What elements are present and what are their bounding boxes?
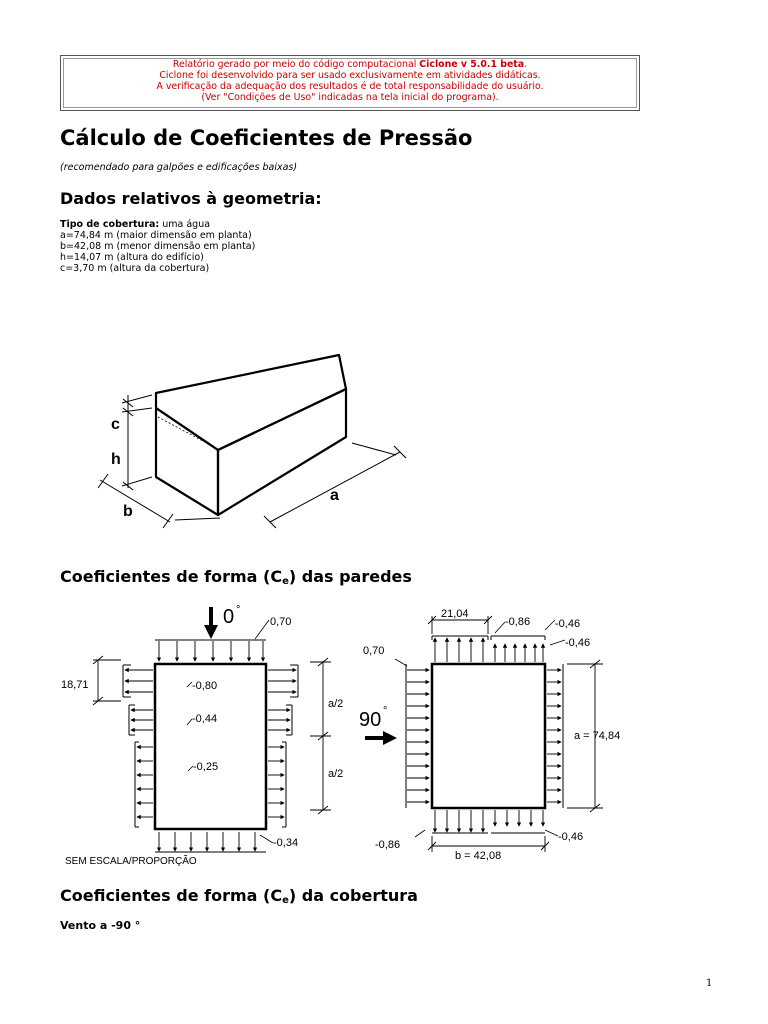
- fig90-top-mid-coef: -0,86: [505, 616, 531, 628]
- program-name: Ciclone v 5.0.1 beta: [419, 59, 525, 70]
- fig0-angle: 0: [223, 606, 235, 628]
- fig0-zone3-coef: -0,25: [193, 761, 219, 773]
- fig90-dim-top: 21,04: [441, 608, 469, 620]
- iso-label-a: a: [330, 487, 339, 504]
- disclaimer-line-3: A verificação da adequação dos resultados é de total responsabilidade do usuário.: [156, 81, 544, 92]
- wall-coefficients-90-deg: [355, 600, 655, 870]
- walls-heading: Coeficientes de forma $(C_e)$ das paredes: [60, 567, 412, 587]
- iso-label-b: b: [123, 503, 133, 520]
- wall-coefficients-0-deg: [55, 595, 350, 870]
- building-front-face: [156, 408, 218, 515]
- building-side-face: [218, 389, 346, 515]
- fig0-top-coef: 0,70: [270, 616, 292, 628]
- fig0-zone1-coef: -0,80: [192, 680, 218, 692]
- geometry-data: [60, 219, 255, 274]
- fig0-bottom-coef: -0,34: [273, 837, 299, 849]
- wind-direction-label: Vento a -90 °: [60, 919, 141, 932]
- fig90-left-coef: 0,70: [363, 645, 385, 657]
- roof-heading: Coeficientes de forma $(C_e)$ da cobertura: [60, 886, 418, 906]
- fig90-bottom-right-coef: -0,46: [558, 831, 584, 843]
- dim-b: b=42,08 m (menor dimensão em planta): [60, 241, 256, 252]
- iso-label-h: h: [111, 451, 121, 468]
- iso-label-c: c: [111, 416, 120, 433]
- page-title: Cálculo de Coeficientes de Pressão: [60, 126, 473, 150]
- isometric-building-figure: [90, 350, 420, 540]
- fig0-degree: °: [236, 604, 241, 616]
- fig90-top-right-coef: -0,46: [555, 618, 581, 630]
- disclaimer-box: [60, 55, 640, 111]
- plan-rect-90: [432, 664, 545, 808]
- page-subtitle: (recomendado para galpões e edificações baixas): [60, 162, 298, 173]
- no-scale-note: SEM ESCALA/PROPORÇÃO: [65, 856, 197, 867]
- dim-a: a=74,84 m (maior dimensão em planta): [60, 230, 252, 241]
- fig0-zone2-coef: -0,44: [192, 713, 218, 725]
- geometry-heading: Dados relativos à geometria:: [60, 189, 322, 208]
- fig90-b-label: b = 42,08: [455, 850, 502, 862]
- disclaimer-line-4: (Ver "Condições de Uso" indicadas na tela inicial do programa).: [201, 92, 499, 103]
- fig0-half-1: a/2: [328, 698, 344, 710]
- fig0-half-2: a/2: [328, 768, 344, 780]
- fig90-right-top-coef: -0,46: [565, 637, 591, 649]
- fig90-a-label: a = 74,84: [574, 730, 621, 742]
- disclaimer-line-2: Ciclone foi desenvolvido para ser usado exclusivamente em atividades didáticas.: [159, 70, 541, 81]
- page-number: 1: [706, 978, 713, 989]
- disclaimer-line-1: Relatório gerado por meio do código computacional Ciclone v 5.0.1 beta.: [172, 59, 528, 70]
- fig90-bottom-left-coef: -0,86: [375, 839, 401, 851]
- dim-h: h=14,07 m (altura do edifício): [60, 252, 204, 263]
- dim-c: c=3,70 m (altura da cobertura): [60, 263, 210, 274]
- fig90-angle: 90: [359, 709, 382, 731]
- fig90-degree: °: [383, 705, 388, 717]
- fig0-dim-left: 18,71: [61, 679, 89, 691]
- roof-type: Tipo de cobertura: uma água: [60, 219, 211, 230]
